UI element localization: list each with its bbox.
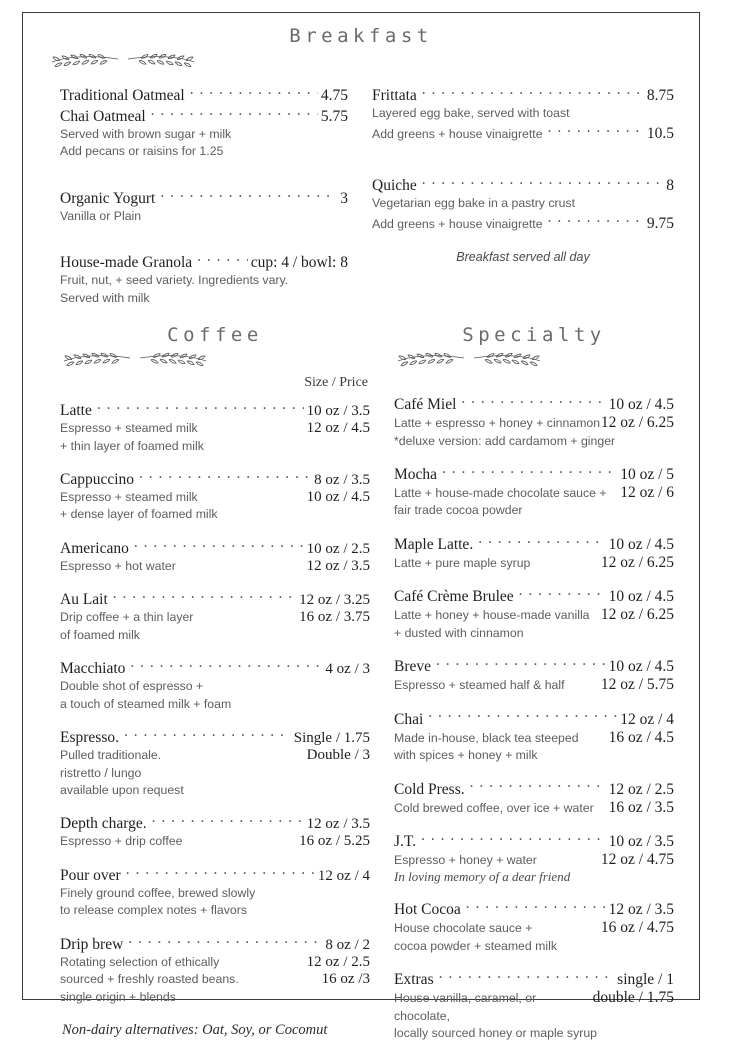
dot-leader <box>428 708 617 724</box>
dot-leader <box>470 778 606 794</box>
item-price-size2: 12 oz / 6.25 <box>600 606 674 624</box>
item-description: Espresso + steamed half & half <box>394 678 565 693</box>
item-price-size2: 12 oz / 3.5 <box>306 557 370 574</box>
item-name: Hot Cocoa <box>394 901 461 919</box>
item-price-size2: 12 oz / 5.75 <box>600 676 674 694</box>
item-description: Finely ground coffee, brewed slowly <box>60 885 256 900</box>
menu-item-cold-press <box>394 778 674 817</box>
floral-divider-icon <box>60 349 370 369</box>
dot-leader <box>548 122 644 138</box>
item-addon-row <box>372 212 674 233</box>
item-price: cup: 4 / bowl: 8 <box>250 254 348 272</box>
item-price-size2: 12 oz / 6.25 <box>600 553 674 571</box>
item-description: Latte + honey + house-made vanilla <box>394 608 590 623</box>
dot-leader <box>436 655 606 671</box>
menu-item-macchiato <box>60 657 370 713</box>
menu-item-row <box>60 588 370 609</box>
item-name: Depth charge. <box>60 815 147 833</box>
item-name: Café Crème Brulee <box>394 588 514 606</box>
item-price-size2: double / 1.75 <box>592 989 674 1007</box>
item-description: Made in-house, black tea steeped <box>394 730 579 745</box>
item-price-size1: 12 oz / 2.5 <box>608 780 674 798</box>
menu-item-row <box>394 655 674 676</box>
item-description: Served with brown sugar + milk <box>60 126 232 141</box>
item-desc-row <box>394 919 674 937</box>
item-description: sourced + freshly roasted beans. <box>60 972 239 987</box>
item-description: + dense layer of foamed milk <box>60 507 218 522</box>
item-desc-row <box>60 489 370 506</box>
item-desc-row <box>394 606 674 624</box>
menu-item-row <box>394 778 674 799</box>
dot-leader <box>439 968 615 984</box>
menu-item-mocha <box>394 463 674 520</box>
menu-item-row <box>60 399 370 420</box>
item-description: to release complex notes + flavors <box>60 903 247 918</box>
item-name: Frittata <box>372 86 417 104</box>
item-desc-row <box>394 484 674 502</box>
item-price: 4.75 <box>320 86 348 104</box>
menu-item-jt <box>394 830 674 885</box>
item-price-size1: 8 oz / 3.5 <box>314 471 370 488</box>
menu-item-organic-yogurt <box>60 187 348 225</box>
dot-leader <box>134 537 304 553</box>
menu-item-row <box>394 830 674 851</box>
item-description: Drip coffee + a thin layer <box>60 610 194 625</box>
menu-item-depth-charge <box>60 812 370 850</box>
specialty-section <box>370 325 674 1056</box>
item-price-size1: 10 oz / 2.5 <box>306 540 370 557</box>
breakfast-section <box>48 26 674 319</box>
dot-leader <box>442 463 617 479</box>
item-name: Drip brew <box>60 935 124 953</box>
item-name: Café Miel <box>394 396 457 414</box>
item-description: single origin + blends <box>60 989 176 1004</box>
non-dairy-note: Non-dairy alternatives: Oat, Soy, or Cocomut <box>62 1022 328 1039</box>
item-price-size1: 10 oz / 5 <box>620 465 674 483</box>
item-name: Americano <box>60 539 129 557</box>
item-addon-price: 10.5 <box>646 125 674 143</box>
item-price-size1: 10 oz / 3.5 <box>306 403 370 420</box>
item-price: 3 <box>340 189 348 207</box>
menu-item-oatmeal <box>60 84 348 161</box>
menu-item-cafe-miel <box>394 393 674 450</box>
menu-item-row <box>60 251 348 272</box>
breakfast-columns <box>48 84 674 319</box>
item-desc-row <box>60 420 370 437</box>
item-desc-row <box>394 989 674 1025</box>
item-memorial-note: In loving memory of a dear friend <box>394 869 571 885</box>
item-description: cocoa powder + steamed milk <box>394 938 558 953</box>
menu-item-au-lait <box>60 588 370 644</box>
item-desc-row <box>60 609 370 626</box>
item-name: Extras <box>394 971 434 989</box>
menu-sheet <box>22 12 700 1041</box>
menu-item-drip-brew <box>60 933 370 1006</box>
specialty-title: Specialty <box>462 324 606 347</box>
item-desc-row <box>60 971 370 988</box>
menu-item-latte <box>60 399 370 455</box>
menu-item-cappuccino <box>60 468 370 524</box>
menu-item-row <box>60 726 370 747</box>
menu-item-row <box>60 812 370 833</box>
menu-item-extras <box>394 968 674 1042</box>
breakfast-all-day-note: Breakfast served all day <box>456 249 590 264</box>
item-desc-row <box>394 851 674 869</box>
menu-item-maple-latte <box>394 533 674 572</box>
dot-leader <box>130 657 322 673</box>
dot-leader <box>152 812 304 828</box>
item-price-size1: 12 oz / 3.5 <box>608 901 674 919</box>
menu-item-row <box>394 533 674 554</box>
item-name: Chai <box>394 710 424 728</box>
menu-item-americano <box>60 537 370 575</box>
item-name: Quiche <box>372 176 417 194</box>
dot-leader <box>126 864 315 880</box>
dot-leader <box>124 726 291 742</box>
item-price: 5.75 <box>320 107 348 125</box>
item-description: Pulled traditionale. <box>60 748 162 763</box>
menu-item-row <box>60 187 348 208</box>
item-desc-row <box>60 954 370 971</box>
size-price-header: Size / Price <box>304 375 368 391</box>
menu-item-row <box>394 898 674 919</box>
item-price-size2: 16 oz / 4.5 <box>608 728 674 746</box>
item-desc-row <box>60 558 370 575</box>
coffee-section <box>48 325 370 1056</box>
menu-item-row <box>372 174 674 195</box>
item-price-size3: 16 oz /3 <box>321 971 370 988</box>
item-description: + thin layer of foamed milk <box>60 438 204 453</box>
menu-item-hot-cocoa <box>394 898 674 955</box>
item-price-size2: 12 oz / 6 <box>620 483 674 501</box>
item-price-size2: 10 oz / 4.5 <box>306 488 370 505</box>
item-price-size1: 10 oz / 4.5 <box>608 588 674 606</box>
dot-leader <box>190 84 318 100</box>
item-description: Served with milk <box>60 290 150 305</box>
item-name: Mocha <box>394 465 438 483</box>
floral-divider-icon <box>48 50 674 70</box>
item-description: Espresso + drip coffee <box>60 834 183 849</box>
dot-leader <box>422 174 663 190</box>
item-desc-row <box>394 799 674 817</box>
dot-leader <box>151 105 318 121</box>
item-price-size2: Double / 3 <box>306 747 370 764</box>
item-price-size2: 16 oz / 3.5 <box>608 798 674 816</box>
menu-item-pour-over <box>60 864 370 920</box>
item-price-size1: 12 oz / 3.25 <box>299 592 370 609</box>
item-description: Cold brewed coffee, over ice + water <box>394 800 594 815</box>
item-price-size1: 12 oz / 4 <box>620 710 674 728</box>
item-description: fair trade cocoa powder <box>394 503 523 518</box>
item-description: ristretto / lungo <box>60 765 142 780</box>
breakfast-right-column <box>348 84 674 319</box>
item-desc-row <box>60 747 370 764</box>
menu-item-row <box>60 657 370 678</box>
menu-item-row <box>394 463 674 484</box>
item-addon-price: 9.75 <box>646 215 674 233</box>
item-addon-label: Add greens + house vinaigrette <box>372 127 543 142</box>
dot-leader <box>466 898 606 914</box>
item-addon-label: Add greens + house vinaigrette <box>372 217 543 232</box>
item-description: with spices + honey + milk <box>394 748 538 763</box>
item-price-size1: 10 oz / 4.5 <box>608 535 674 553</box>
item-description: Espresso + steamed milk <box>60 489 198 504</box>
menu-item-breve <box>394 655 674 694</box>
item-price-size2: 12 oz / 2.5 <box>306 953 370 970</box>
item-desc-row <box>394 414 674 432</box>
item-description: Latte + espresso + honey + cinnamon <box>394 416 601 431</box>
item-price-size2: 12 oz / 6.25 <box>600 414 674 432</box>
item-price-size2: 16 oz / 5.25 <box>299 833 370 850</box>
item-price-size1: 10 oz / 4.5 <box>608 658 674 676</box>
item-price-size1: 12 oz / 3.5 <box>306 816 370 833</box>
menu-item-frittata <box>372 84 674 144</box>
dot-leader <box>548 212 644 228</box>
item-price-size2: 16 oz / 4.75 <box>600 919 674 937</box>
menu-item-house-made-granola <box>60 251 348 307</box>
menu-item-row <box>60 933 370 954</box>
item-description: House vanilla, caramel, or chocolate, <box>394 991 537 1023</box>
item-description: Espresso + steamed milk <box>60 421 198 436</box>
item-description: *deluxe version: add cardamom + ginger <box>394 433 616 448</box>
dot-leader <box>139 468 311 484</box>
menu-item-quiche <box>372 174 674 234</box>
item-name: J.T. <box>394 833 417 851</box>
item-addon-row <box>372 122 674 143</box>
menu-item-cafe-creme-brulee <box>394 585 674 642</box>
breakfast-left-column <box>48 84 348 319</box>
item-description: a touch of steamed milk + foam <box>60 696 232 711</box>
breakfast-title: Breakfast <box>289 25 433 47</box>
item-desc-row <box>394 554 674 572</box>
menu-item-row <box>60 468 370 489</box>
item-price-size1: 8 oz / 2 <box>325 936 370 953</box>
item-price-size2: 16 oz / 3.75 <box>299 609 370 626</box>
dot-leader <box>422 84 644 100</box>
dot-leader <box>113 588 296 604</box>
item-price: 8.75 <box>646 86 674 104</box>
item-description: Layered egg bake, served with toast <box>372 105 570 120</box>
item-description: Espresso + honey + water <box>394 853 537 868</box>
menu-item-row <box>394 708 674 729</box>
item-description: Vanilla or Plain <box>60 208 142 223</box>
item-price-size1: Single / 1.75 <box>293 730 370 747</box>
item-desc-row <box>394 676 674 694</box>
dot-leader <box>421 830 605 846</box>
menu-item-row <box>60 84 348 105</box>
item-description: of foamed milk <box>60 627 140 642</box>
dot-leader <box>197 251 248 267</box>
coffee-title: Coffee <box>167 324 263 347</box>
item-description: Rotating selection of ethically <box>60 954 220 969</box>
item-price-size1: 12 oz / 4 <box>317 867 370 884</box>
item-name: Cold Press. <box>394 780 465 798</box>
item-description: Latte + house-made chocolate sauce + <box>394 485 607 500</box>
item-name: Latte <box>60 402 92 420</box>
dot-leader <box>97 399 304 415</box>
dot-leader <box>128 933 322 949</box>
lower-sections <box>48 325 674 1056</box>
item-name: Breve <box>394 658 432 676</box>
item-name: Espresso. <box>60 729 119 747</box>
item-price-size2: 12 oz / 4.75 <box>600 851 674 869</box>
item-name: Traditional Oatmeal <box>60 86 185 104</box>
item-desc-row <box>60 833 370 850</box>
item-price-size1: single / 1 <box>617 971 674 989</box>
item-price-size1: 10 oz / 4.5 <box>608 396 674 414</box>
item-price-size1: 10 oz / 3.5 <box>608 833 674 851</box>
menu-item-row <box>372 84 674 105</box>
dot-leader <box>160 187 337 203</box>
menu-item-row <box>60 537 370 558</box>
item-description: Fruit, nut, + seed variety. Ingredients vary. <box>60 273 289 288</box>
dot-leader <box>519 585 606 601</box>
item-price: 8 <box>666 176 674 194</box>
item-name: Organic Yogurt <box>60 189 156 207</box>
item-name: House-made Granola <box>60 254 193 272</box>
item-description: locally sourced honey or maple syrup <box>394 1026 598 1041</box>
menu-item-row <box>60 864 370 885</box>
item-description: House chocolate sauce + <box>394 921 533 936</box>
item-desc-row <box>394 729 674 747</box>
dot-leader <box>461 393 605 409</box>
dot-leader <box>478 533 605 549</box>
item-price-size1: 4 oz / 3 <box>325 661 370 678</box>
menu-item-row <box>394 585 674 606</box>
item-description: Double shot of espresso + <box>60 679 204 694</box>
item-price-size2: 12 oz / 4.5 <box>306 420 370 437</box>
menu-item-row <box>394 393 674 414</box>
item-description: Espresso + hot water <box>60 558 176 573</box>
item-description: + dusted with cinnamon <box>394 625 524 640</box>
item-description: Vegetarian egg bake in a pastry crust <box>372 195 576 210</box>
menu-item-row <box>394 968 674 989</box>
floral-divider-icon <box>394 349 674 369</box>
item-description: available upon request <box>60 783 184 798</box>
item-name: Au Lait <box>60 591 108 609</box>
menu-item-chai <box>394 708 674 765</box>
item-name: Macchiato <box>60 660 126 678</box>
item-name: Maple Latte. <box>394 535 474 553</box>
item-description: Add pecans or raisins for 1.25 <box>60 144 224 159</box>
item-name: Cappuccino <box>60 470 135 488</box>
item-description: Latte + pure maple syrup <box>394 555 531 570</box>
item-name: Pour over <box>60 866 121 884</box>
menu-item-row <box>60 105 348 126</box>
item-name: Chai Oatmeal <box>60 107 146 125</box>
menu-item-espresso <box>60 726 370 799</box>
